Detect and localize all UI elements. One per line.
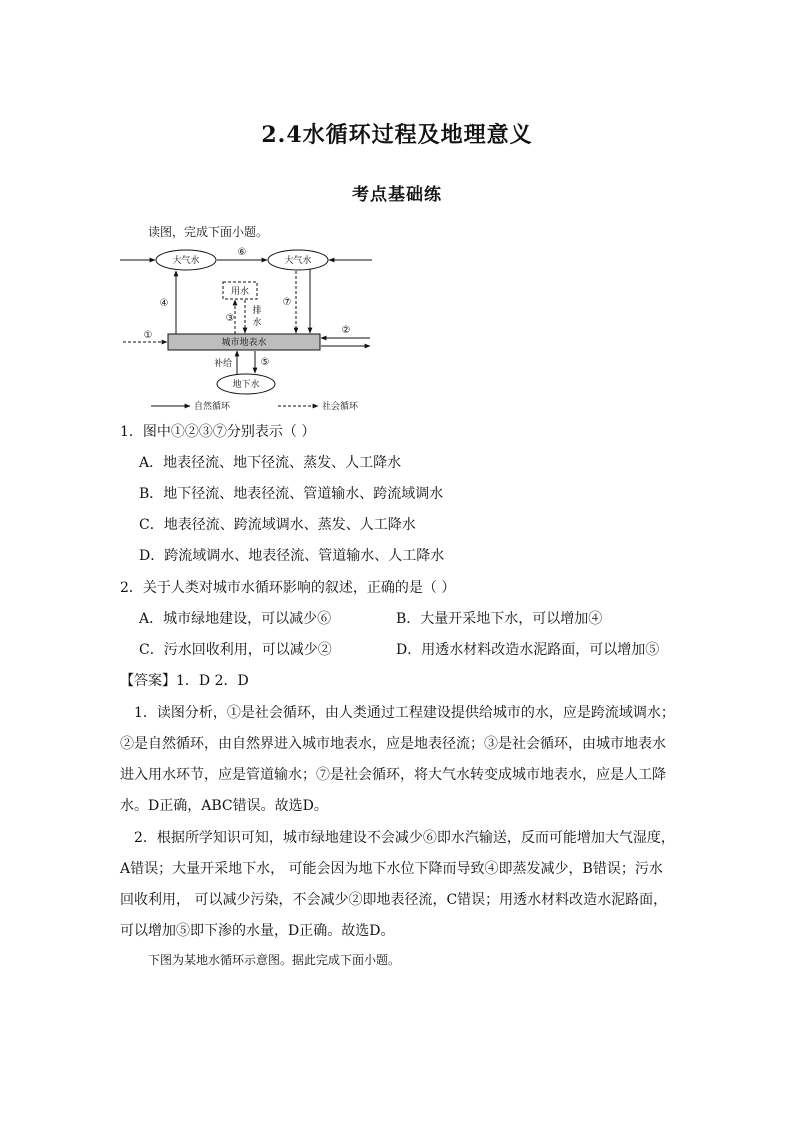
question-1-option-d: D．跨流域调水、地表径流、管道输水、人工降水 bbox=[139, 548, 445, 564]
label-6: ⑥ bbox=[237, 247, 247, 258]
explanation-line: 进入用水环节，应是管道输水；⑦是社会循环，将大气水转变成城市地表水，应是人工降 bbox=[120, 767, 666, 783]
label-5: ⑤ bbox=[260, 357, 270, 368]
intro-text: 读图，完成下面小题。 bbox=[148, 225, 269, 239]
drain-label-1: 排 bbox=[252, 306, 262, 316]
explanation-line: 1．读图分析，①是社会循环，由人类通过工程建设提供给城市的水，应是跨流域调水； bbox=[134, 705, 675, 721]
question-1-option-c: C．地表径流、跨流域调水、蒸发、人工降水 bbox=[139, 517, 416, 533]
explanation-line: 回收利用， 可以减少污染，不会减少②即地表径流，C错误；用透水材料改造水泥路面， bbox=[120, 892, 668, 908]
drain-label-2: 水 bbox=[252, 318, 262, 328]
next-question-intro: 下图为某地水循环示意图。据此完成下面小题。 bbox=[148, 953, 401, 967]
question-2-option-d: D．用透水材料改造水泥路面，可以增加⑤ bbox=[396, 642, 660, 658]
question-1-stem: 1．图中①②③⑦分别表示（ ） bbox=[120, 424, 316, 440]
atmosphere-left-label: 大气水 bbox=[172, 256, 200, 266]
label-1: ① bbox=[143, 330, 153, 341]
label-4: ④ bbox=[159, 298, 169, 309]
atmosphere-right-label: 大气水 bbox=[284, 256, 312, 266]
legend-social-label: 社会循环 bbox=[322, 402, 359, 412]
explanation-line: 2．根据所学知识可知，城市绿地建设不会减少⑥即水汽输送，反而可能增加大气湿度， bbox=[134, 830, 675, 846]
water-cycle-diagram bbox=[118, 242, 380, 416]
water-use-label: 用水 bbox=[230, 287, 250, 297]
question-2-option-c: C．污水回收利用，可以减少② bbox=[139, 642, 332, 658]
explanation-line: ②是自然循环，由自然界进入城市地表水，应是地表径流；③是社会循环，由城市地表水 bbox=[120, 736, 666, 752]
explanation-line: 水。D正确，ABC错误。故选D。 bbox=[120, 798, 328, 814]
question-1-option-b: B．地下径流、地表径流、管道输水、跨流域调水 bbox=[139, 486, 444, 502]
question-2-option-b: B．大量开采地下水，可以增加④ bbox=[396, 611, 603, 627]
question-1-option-a: A．地表径流、地下径流、蒸发、人工降水 bbox=[139, 455, 402, 471]
question-2-stem: 2．关于人类对城市水循环影响的叙述，正确的是（ ） bbox=[120, 580, 456, 596]
page-title: 2.4水循环过程及地理意义 bbox=[261, 122, 533, 148]
question-2-option-a: A．城市绿地建设，可以减少⑥ bbox=[139, 611, 332, 627]
surface-water-label: 城市地表水 bbox=[221, 338, 267, 348]
groundwater-label: 地下水 bbox=[232, 380, 260, 390]
legend-natural-label: 自然循环 bbox=[194, 402, 231, 412]
label-3: ③ bbox=[225, 313, 235, 324]
supply-label: 补给 bbox=[213, 359, 233, 369]
label-7: ⑦ bbox=[282, 297, 292, 308]
label-2: ② bbox=[341, 325, 351, 336]
explanation-line: A错误；大量开采地下水， 可能会因为地下水位下降而导致④即蒸发减少，B错误；污水 bbox=[120, 861, 663, 877]
explanation-line: 可以增加⑤即下渗的水量，D正确。故选D。 bbox=[120, 923, 395, 939]
answer-line: 【答案】1．D 2．D bbox=[120, 673, 249, 689]
section-subtitle: 考点基础练 bbox=[352, 185, 442, 205]
